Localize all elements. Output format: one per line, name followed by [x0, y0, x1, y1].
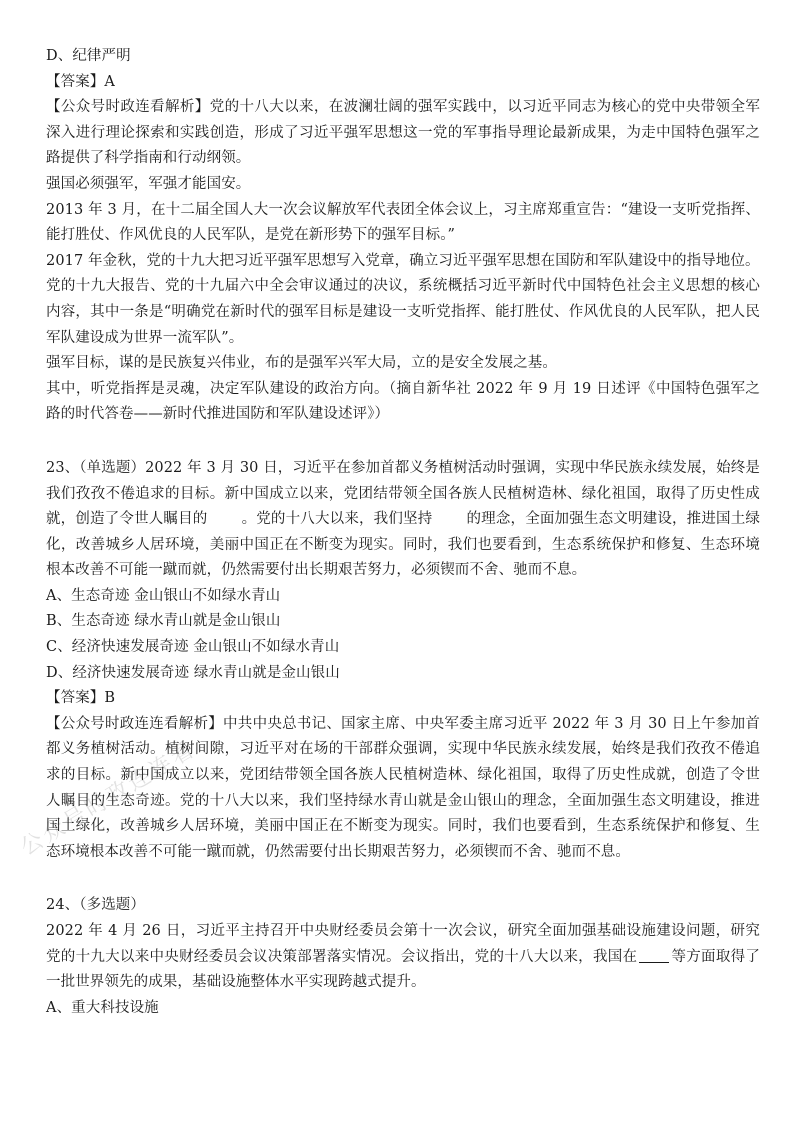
q24-stem — [46, 919, 760, 996]
prev-para-3: 2013 年 3 月，在十二届全国人大一次会议解放军代表团全体会议上，习主席郑重宣告：“建设一支听党指挥、能打胜仗、作风优良的人民军队，是党在新形势下的强军目标。” — [46, 201, 760, 244]
q23-blank-2 — [434, 510, 464, 525]
q23-answer: 【答案】B — [46, 690, 116, 707]
q24-option-a: A、重大科技设施 — [46, 999, 159, 1016]
prev-option-d: D、纪律严明 — [46, 48, 131, 64]
prev-analysis: 【公众号时政连看解析】党的十八大以来，在波澜壮阔的强军实践中，以习近平同志为核心的党中央带领全军深入进行理论探索和实践创造，形成了习近平强军思想这一党的军事指导理论最新成果，为走中国特色强军之路提供了科学指南和行动纲领。 — [46, 99, 760, 167]
q23-analysis: 【公众号时政连连看解析】中共中央总书记、国家主席、中央军委主席习近平 2022 年 3 月 30 日上午参加首都义务植树活动。植树间隙，习近平对在场的干部群众强调，实现中华民族永续发展，始终是我们孜孜不倦追求的目标。新中国成立以来，党团结带领全国各族人民植树造林、绿化祖国，取得了历史性成就，创造了令世人瞩目的生态奇迹。党的十八大以来，我们坚持绿水青山就是金山银山的理念，全面加强生态文明建设，推进国土绿化，改善城乡人居环境，美丽中国正在不断变为现实。同时，我们也要看到，生态系统保护和修复、生态环境根本改善不可能一蹴而就，仍然需要付出长期艰苦努力，必须锲而不舍、驰而不息。 — [46, 715, 760, 860]
q24-title: 24、（多选题） — [46, 897, 146, 914]
prev-para-7: 其中，听党指挥是灵魂，决定军队建设的政治方向。（摘自新华社 2022 年 9 月 19 日述评《中国特色强军之路的时代答卷——新时代推进国防和军队建设述评》） — [46, 380, 760, 423]
watermark: 公众号时政连连看 — [16, 736, 201, 861]
prev-answer: 【答案】A — [46, 73, 115, 90]
prev-para-4: 2017 年金秋，党的十九大把习近平强军思想写入党章，确立习近平强军思想在国防和军队建设中的指导地位。 — [46, 252, 760, 269]
q23-stem — [46, 456, 760, 584]
q23-stem-part-1: 23、（单选题）2022 年 3 月 30 日，习近平在参加首都义务植树活动时强调，实现中华民族永续发展，始终是我们孜孜不倦追求的目标。新中国成立以来，党团结带领全国各族人民植树造林、绿化祖国，取得了历史性成就，创造了令世人瞩目的 — [46, 459, 760, 528]
q23-stem-part-3: 的理念，全面加强生态文明建设，推进国土绿化，改善城乡人居环境，美丽中国正在不断变为现实。同时，我们也要看到，生态系统保护和修复、生态环境根本改善不可能一蹴而就，仍然需要付出长期艰苦努力，必须锲而不舍、驰而不息。 — [46, 511, 760, 579]
prev-para-5: 党的十九大报告、党的十九届六中全会审议通过的决议，系统概括习近平新时代中国特色社会主义思想的核心内容，其中一条是“明确党在新时代的强军目标是建设一支听党指挥、能打胜仗、作风优良的人民军队，把人民军队建设成为世界一流军队”。 — [46, 278, 760, 346]
prev-para-6: 强军目标，谋的是民族复兴伟业，布的是强军兴军大局，立的是安全发展之基。 — [46, 355, 557, 372]
q24-stem-part-1: 2022 年 4 月 26 日，习近平主持召开中央财经委员会第十一次会议，研究全面加强基础设施建设问题，研究党的十九大以来中央财经委员会议决策部署落实情况。会议指出，党的十八大以来，我国在 — [46, 923, 760, 965]
q24-stem-part-2: 等方面取得了一批世界领先的成果，基础设施整体水平实现跨越式提升。 — [46, 948, 760, 991]
q23-option-a: A、生态奇迹 金山银山不如绿水青山 — [46, 587, 281, 604]
q24-blank — [639, 948, 669, 963]
document-body — [46, 44, 760, 1021]
q23-option-d: D、经济快速发展奇迹 绿水青山就是金山银山 — [46, 664, 340, 681]
q23-blank-1 — [209, 510, 239, 525]
q23-stem-part-2: 。党的十八大以来，我们坚持 — [241, 511, 433, 528]
prev-para-2: 强国必须强军，军强才能国安。 — [46, 175, 251, 192]
q23-option-b: B、生态奇迹 绿水青山就是金山银山 — [46, 613, 281, 630]
q23-option-c: C、经济快速发展奇迹 金山银山不如绿水青山 — [46, 639, 340, 656]
